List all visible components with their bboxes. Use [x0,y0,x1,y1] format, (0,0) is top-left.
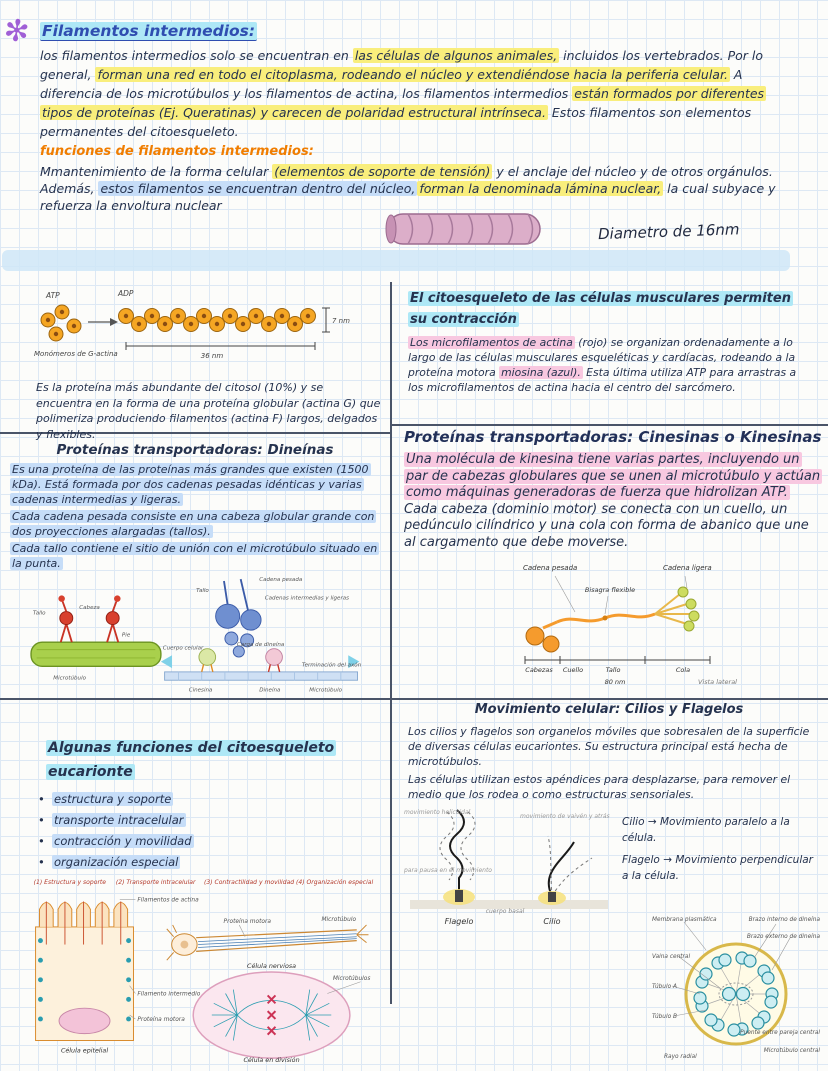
text-segment: A diferencia de los microtúbulos y los filamentos de actina, los filamentos intermedios [40,67,743,101]
measure-bracket [525,656,710,664]
kinesin-diagram [515,556,740,688]
pause-label: para pausa en el movimiento [404,867,492,874]
microtubules-label: Microtúbulos [332,975,371,982]
muscle-paragraph [408,335,814,395]
adp-label: ADP [118,289,134,298]
diameter-note: Diametro de 16nm [597,220,740,244]
basal-body-label: cuerpo basal [485,908,525,915]
dividing-cell-label: Célula en división [243,1057,300,1064]
text-segment: miosina (azul). [501,366,581,379]
highlight-band [2,250,790,271]
divider-middle [0,698,828,700]
tallo-label: Tallo [32,610,46,617]
dynein-paragraph-3 [10,541,384,571]
atp-label: ATP [46,291,60,300]
bullet-dot: • [38,813,45,827]
flagella-cilia-diagram [402,800,617,930]
cilia-paragraph-1: Los cilios y flagelos son organelos móviles que sobresalen de la superficie de diversas células eucariontes. Su estructura principal está hecha de microtúbulos. [408,725,810,768]
cilium-label: Cilio [543,917,561,926]
central-pair-bridge-label: Puente entre pareja central [740,1030,820,1036]
arrow-head [110,318,118,326]
dynein-paragraph-2-text: Cada cadena pesada consiste en una cabeza globular grande con dos proyecciones alargadas (tallos). [12,510,375,538]
neck-label: Cuello [562,666,584,674]
central-microtubule-2 [737,988,750,1001]
header-4: (4) Organización especial [296,878,374,886]
inner-dynein-arm-label: Brazo interno de dineína [748,917,820,923]
text-segment: los filamentos intermedios solo se encuentran en [40,48,353,63]
text-segment: (elementos de soporte de tensión) [274,164,491,179]
text-segment: y el anclaje del núcleo y de otros orgánulos. Además, [40,164,773,196]
header-3: (3) Contractilidad y movilidad [203,878,295,886]
functions-diagram [28,876,378,1064]
dynein-paragraph-2 [10,509,384,539]
header-2: (2) Transporte intracelular [115,878,196,886]
flagellum-label: Flagelo [444,917,474,926]
dynein-cargo-label: Carga de dineína [236,641,285,648]
text-segment: Mmantenimiento de la forma celular [40,164,273,179]
stalk-label: Tallo [605,666,621,674]
cell-body-label: Cuerpo celular [162,645,204,652]
tubule-a-label: Túbulo A [652,984,677,990]
back-and-forth-label: movimiento de vaivén y atrás [520,813,610,820]
cilium-figure [538,836,592,905]
central-microtubule-label: Microtúbulo central [763,1048,820,1054]
dynein-diagram [12,568,384,696]
flexible-hinge-label: Bisagra flexible [584,586,636,594]
text-segment: la cual subyace y refuerza la envoltura nuclear [40,181,776,213]
heads-label: Cabezas [525,666,553,674]
asterisk-icon: ✻ [1,12,32,51]
list-item [38,834,368,855]
filament-end [386,215,396,243]
length-label: 36 nm [200,352,224,360]
dynein-text [10,462,384,573]
cytoskeleton-functions-title-wrap [46,736,366,784]
width-label: 7 nm [332,317,350,325]
motor-protein-label-2: Proteína motora [223,919,271,925]
heavy-chain-label: Cadena pesada [259,576,303,583]
heavy-chain-label: Cadena pesada [523,564,578,572]
functions-list [38,792,368,876]
microtubule-with-dyneins [31,595,161,681]
epithelial-cell-label: Célula epitelial [60,1047,109,1055]
intro-paragraph [40,46,784,141]
central-microtubule-1 [723,988,736,1001]
list-item-label: organización especial [54,855,179,869]
light-chain-label: Cadena ligera [663,564,712,572]
page-title-wrap [40,22,257,40]
axonal-transport [161,641,362,693]
axoneme-cross-section [650,912,822,1064]
pie-label: Pie [121,632,131,639]
cilia-notes [622,814,820,890]
actin-diagram [30,286,360,374]
motor-protein-label: Proteína motora [137,1016,185,1023]
text-segment: Esta última utiliza ATP para arrastras a los microfilamentos de actina hacia el centro del sarcómero. [408,366,797,394]
cilia-title: Movimiento celular: Cilios y Flagelos [474,702,744,717]
stalk-label: Tallo [196,588,209,595]
bullet-dot: • [38,855,45,869]
list-item [38,813,368,834]
flagellum-figure [440,810,475,905]
cilium-note: Cilio → Movimiento paralelo a la célula. [622,816,790,844]
list-item-label: contracción y movilidad [54,834,192,848]
kinesin-title: Proteínas transportadoras: Cinesinas o Kinesinas [404,428,822,446]
text-segment: estos filamentos se encuentran dentro del núcleo, [100,181,416,196]
dynein-label: Dineína [259,687,281,694]
divider-right-1 [390,424,828,426]
intermediate-filament-label: Filamento intermedio [137,991,201,998]
dynein-paragraph-3-text: Cada tallo contiene el sitio de unión con el microtúbulo situado en la punta. [12,542,378,570]
intermediate-filament-illustration [383,208,548,250]
tubule-b-label: Túbulo B [652,1014,677,1020]
f-actin-filament [119,309,316,332]
central-sheath-label: Vaina central [652,954,691,960]
monomers-label: Monómeros de G-actina [34,350,118,358]
text-segment: forman una red en todo el citoplasma, rodeando el núcleo y extendiéndose hacia la periferia celular. [97,67,728,82]
bullet-dot: • [38,792,45,806]
text-segment: (rojo) se organizan ordenadamente a lo largo de las células musculares esqueléticas y cardíacas, rodeando a la proteína motora [408,336,796,379]
header-1: (1) Estructura y soporte [33,878,107,886]
text-segment: Una molécula de kinesina tiene varias partes, incluyendo un par de cabezas globulares que se unen al microtúbulo y actúan como máquinas generadoras de fuerza que hidrolizan ATP. [406,452,821,500]
list-item [38,855,368,876]
page-title: Filamentos intermedios: [42,22,256,40]
actin-filaments-label: Filamentos de actina [137,897,199,904]
radial-spoke-label: Rayo radial [664,1054,697,1060]
functions-paragraph [40,163,784,214]
text-segment: Cada cabeza (dominio motor) se conecta con un cuello, un pedúnculo cilíndrico y una cola con forma de abanico que une al cargamento que debe moverse. [404,501,809,550]
kinesin-label: Cinesina [188,687,213,694]
muscle-title-wrap [408,288,810,330]
text-segment: Los microfilamentos de actina [410,336,573,349]
kinesin-paragraph [404,452,822,551]
cabeza-label: Cabeza [79,604,100,611]
nerve-cell-label: Célula nerviosa [247,963,297,971]
length-label: 80 nm [604,678,626,686]
flagellum-note: Flagelo → Movimiento perpendicular a la célula. [622,854,813,882]
microtubule-label: Microtúbulo [321,917,357,924]
text-segment: forman la denominada lámina nuclear, [419,181,662,196]
helical-movement-label: movimiento helicoidal [404,809,471,816]
cilia-paragraph-2: Las células utilizan estos apéndices para desplazarse, para remover el medio que los rodea o como estructuras sensoriales. [408,773,791,801]
tail-label: Cola [675,666,691,674]
actin-caption: Es la proteína más abundante del citosol (10%) y se encuentra en la forma de una proteína globular (actina G) que polimeriza produciendo filamentos (actina F) largos, delgados y flexibles. [36,381,381,441]
list-item-label: estructura y soporte [54,792,172,806]
list-item [38,792,368,813]
bullet-dot: • [38,834,45,848]
plasma-membrane-label: Membrana plasmática [652,917,717,923]
dynein-paragraph-1-text: Es una proteína de las proteínas más grandes que existen (1500 kDa). Está formada por dos cadenas pesadas idénticas y varias cadenas intermedias y ligeras. [12,463,369,506]
cytoskeleton-functions-title: Algunas funciones del citoesqueleto eucarionte [48,740,335,780]
text-segment: las células de algunos animales, [354,48,558,63]
side-view-label: Vista lateral [697,678,737,686]
dividing-cell-figure [193,972,370,1064]
epithelial-cell-figure [36,897,201,1054]
text-segment: están formados por diferentes tipos de proteínas (Ej. Queratinas) y carecen de polaridad estructural intrínseca. [42,86,765,120]
nerve-cell-figure [167,916,369,970]
axon-terminal-label: Terminación del axón [301,662,362,669]
intermediate-light-chains-label: Cadenas intermedias y ligeras [264,595,350,602]
divider-vertical [390,282,392,1004]
functions-heading: funciones de filamentos intermedios: [40,144,314,159]
text-segment: Estos filamentos son elementos permanentes del citoesqueleto. [40,105,752,139]
text-segment: incluidos los vertebrados. Por lo general, [40,48,763,82]
dynein-paragraph-1 [10,462,384,507]
dynein-title: Proteínas transportadoras: Dineínas [56,442,334,458]
microtubule-track-label: Microtúbulo [309,687,343,694]
list-item-label: transporte intracelular [54,813,184,827]
outer-dynein-arm-label: Brazo externo de dineína [746,934,820,940]
muscle-title: El citoesqueleto de las células musculares permiten su contracción [410,291,791,327]
microtubule-label: Microtúbulo [53,675,87,682]
